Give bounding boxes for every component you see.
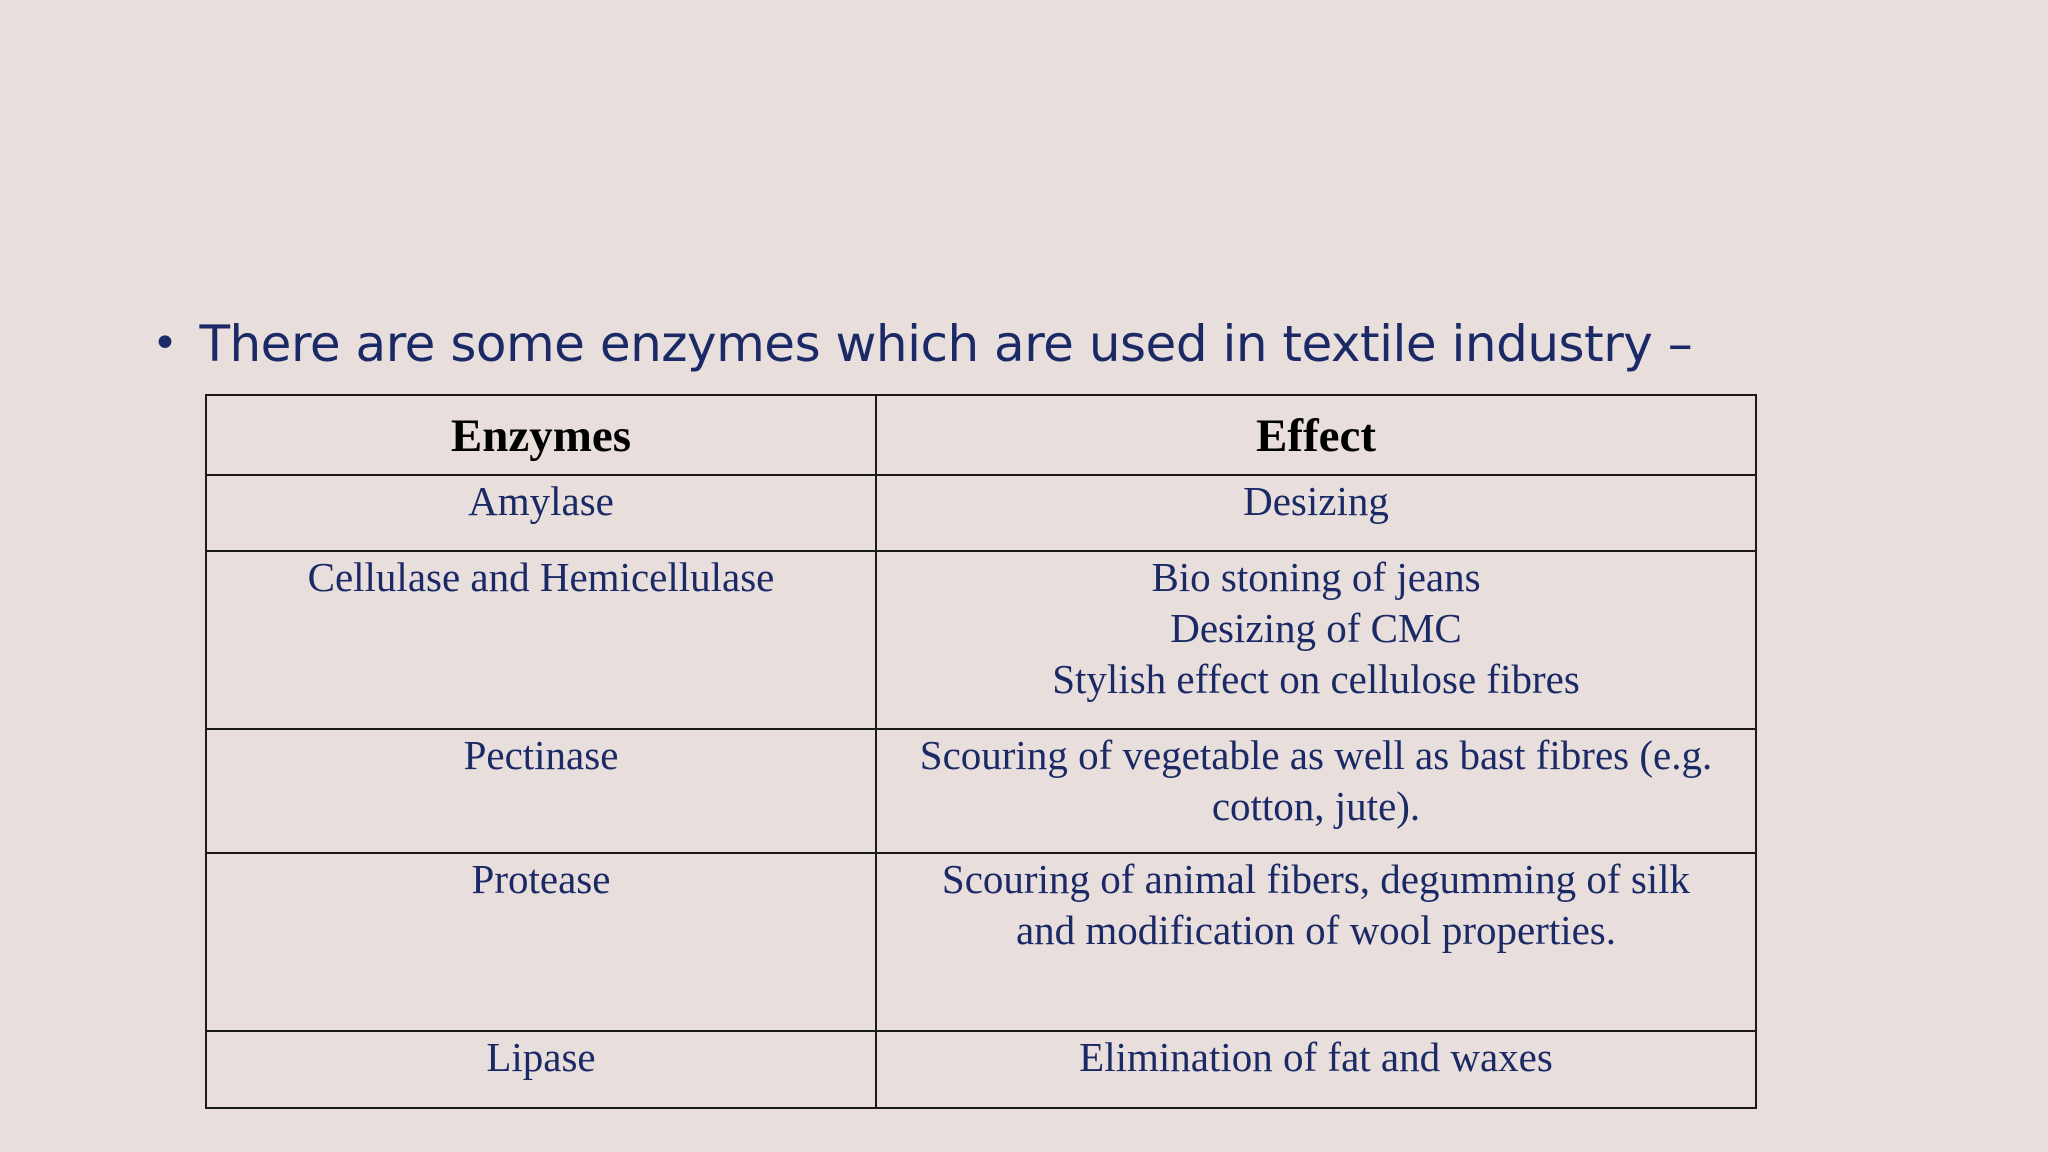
- enzyme-cell: Amylase: [206, 475, 876, 551]
- effect-cell: [876, 1031, 1756, 1108]
- table-row: [206, 853, 1756, 1031]
- effect-line: Desizing of CMC: [1170, 605, 1462, 651]
- table-row: [206, 729, 1756, 853]
- effect-line: Stylish effect on cellulose fibres: [1052, 656, 1580, 702]
- effect-line: Elimination of fat and waxes: [1079, 1034, 1553, 1080]
- effect-cell: [876, 551, 1756, 729]
- header-effect: Effect: [876, 395, 1756, 475]
- enzyme-cell: Lipase: [206, 1031, 876, 1108]
- effect-line: Bio stoning of jeans: [1151, 554, 1481, 600]
- effect-cell: [876, 853, 1756, 1031]
- enzyme-cell: Pectinase: [206, 729, 876, 853]
- effect-line: Scouring of vegetable as well as bast fibres (e.g.: [919, 732, 1713, 778]
- table-row: [206, 551, 1756, 729]
- enzyme-cell: Protease: [206, 853, 876, 1031]
- effect-cell: [876, 729, 1756, 853]
- bullet-icon: •: [152, 318, 178, 369]
- table-row: [206, 1031, 1756, 1108]
- enzyme-cell: Cellulase and Hemicellulase: [206, 551, 876, 729]
- effect-line: cotton, jute).: [1211, 783, 1421, 829]
- effect-line: Scouring of animal fibers, degumming of silk: [941, 856, 1691, 902]
- bullet-item: [152, 308, 1692, 380]
- enzymes-table: [205, 394, 1757, 1109]
- header-enzymes: Enzymes: [206, 395, 876, 475]
- effect-line: and modification of wool properties.: [1015, 907, 1617, 953]
- effect-line: Desizing: [1243, 478, 1389, 524]
- effect-cell: [876, 475, 1756, 551]
- table-row: [206, 475, 1756, 551]
- table-header-row: [206, 395, 1756, 475]
- bullet-text: There are some enzymes which are used in textile industry –: [199, 315, 1693, 373]
